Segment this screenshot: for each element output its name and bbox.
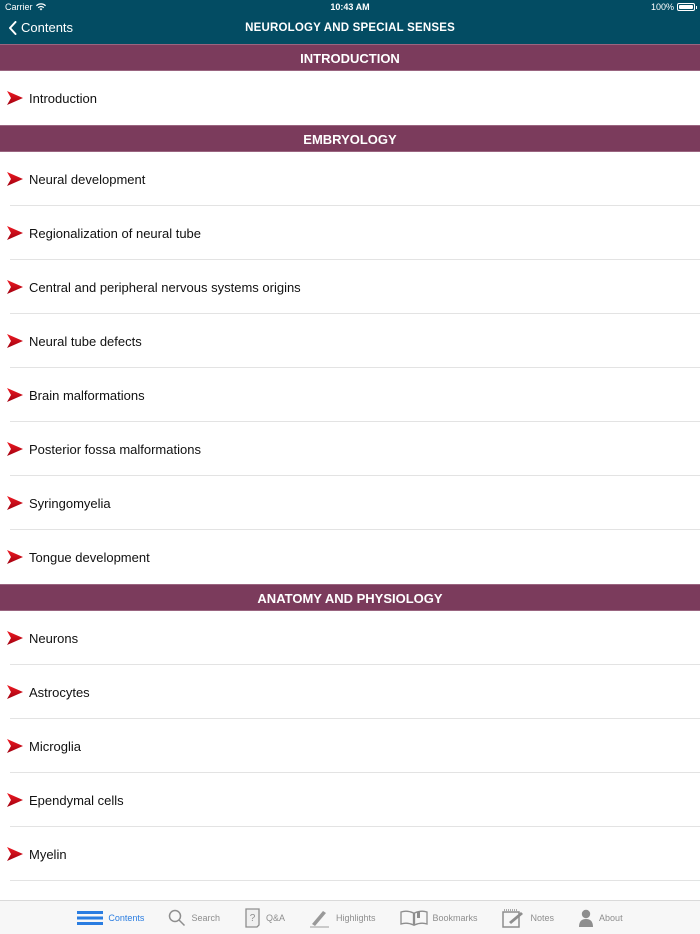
red-arrow-icon	[7, 630, 23, 646]
list-item[interactable]	[0, 206, 700, 260]
item-label: Myelin	[29, 846, 67, 862]
top-bar	[0, 0, 700, 44]
red-arrow-icon	[7, 387, 23, 403]
book-icon	[400, 910, 428, 926]
item-label: Brain malformations	[29, 387, 145, 403]
section-header-anatomy-physiology: ANATOMY AND PHYSIOLOGY	[0, 584, 700, 611]
notes-icon	[502, 908, 526, 928]
battery-icon	[677, 3, 695, 11]
item-label: Neural development	[29, 171, 146, 187]
item-label: Central and peripheral nervous systems origins	[29, 279, 301, 295]
list-item[interactable]	[0, 530, 700, 584]
tab-bar	[0, 900, 700, 934]
status-bar	[0, 0, 700, 14]
tab-bookmarks[interactable]	[388, 901, 490, 934]
tab-qa[interactable]	[232, 901, 297, 934]
tab-label: Contents	[108, 913, 145, 923]
red-arrow-icon	[7, 792, 23, 808]
list-item[interactable]	[0, 665, 700, 719]
list-item[interactable]	[0, 152, 700, 206]
battery-info	[651, 2, 695, 12]
item-label: Microglia	[29, 738, 82, 754]
red-arrow-icon	[7, 279, 23, 295]
list-item[interactable]	[0, 476, 700, 530]
tab-label: Search	[191, 913, 220, 923]
item-label: Neurons	[29, 630, 79, 646]
list-item[interactable]	[0, 611, 700, 665]
item-label: Astrocytes	[29, 684, 90, 700]
svg-text:?: ?	[249, 913, 256, 924]
red-arrow-icon	[7, 441, 23, 457]
list-item[interactable]	[0, 314, 700, 368]
red-arrow-icon	[7, 549, 23, 565]
item-label: Posterior fossa malformations	[29, 441, 201, 457]
tab-about[interactable]	[566, 901, 635, 934]
item-label: Ependymal cells	[29, 792, 124, 808]
tab-label: Bookmarks	[432, 913, 478, 923]
item-label: Neural tube defects	[29, 333, 142, 349]
red-arrow-icon	[7, 171, 23, 187]
back-label: Contents	[21, 20, 74, 35]
red-arrow-icon	[7, 333, 23, 349]
row-divider	[10, 880, 700, 881]
item-label: Syringomyelia	[29, 495, 111, 511]
list-icon	[77, 910, 103, 926]
search-icon	[168, 909, 186, 927]
section-header-introduction: INTRODUCTION	[0, 44, 700, 71]
tab-search[interactable]	[156, 901, 232, 934]
red-arrow-icon	[7, 684, 23, 700]
nav-bar	[0, 14, 700, 44]
list-item[interactable]	[0, 71, 700, 125]
tab-contents[interactable]	[65, 901, 156, 934]
item-label: Tongue development	[29, 549, 150, 565]
red-arrow-icon	[7, 495, 23, 511]
list-item[interactable]	[0, 719, 700, 773]
red-arrow-icon	[7, 738, 23, 754]
list-item[interactable]	[0, 368, 700, 422]
item-label: Introduction	[29, 90, 97, 106]
pen-icon	[309, 908, 331, 928]
tab-label: Notes	[530, 913, 555, 923]
page-title: NEUROLOGY AND SPECIAL SENSES	[245, 22, 455, 34]
red-arrow-icon	[7, 225, 23, 241]
contents-list[interactable]	[0, 44, 700, 900]
tab-label: Q&A	[265, 913, 285, 923]
tab-highlights[interactable]	[297, 901, 388, 934]
clock: 10:43 AM	[330, 2, 370, 12]
section-header-embryology: EMBRYOLOGY	[0, 125, 700, 152]
red-arrow-icon	[7, 846, 23, 862]
tab-notes[interactable]	[490, 901, 567, 934]
battery-percent: 100%	[650, 2, 674, 12]
red-arrow-icon	[7, 90, 23, 106]
list-item[interactable]	[0, 827, 700, 881]
tab-label: Highlights	[335, 913, 376, 923]
item-label: Regionalization of neural tube	[29, 225, 202, 241]
person-icon	[578, 909, 594, 927]
tab-label: About	[599, 913, 623, 923]
list-item[interactable]	[0, 260, 700, 314]
carrier-label: Carrier	[5, 2, 33, 12]
list-item[interactable]	[0, 422, 700, 476]
list-item[interactable]	[0, 773, 700, 827]
question-icon	[244, 908, 261, 928]
